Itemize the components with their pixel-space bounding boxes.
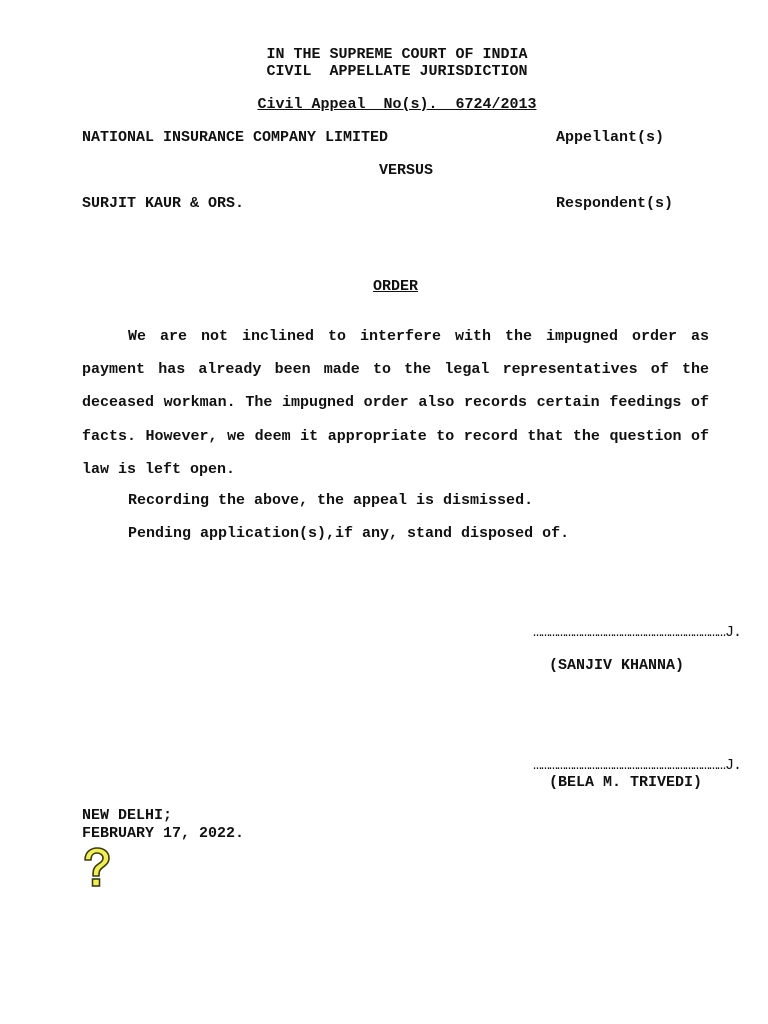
versus-label: VERSUS [379,162,434,179]
appellant-role: Appellant(s) [556,129,665,146]
judge-name-2: (BELA M. TRIVEDI) [549,774,703,791]
jurisdiction-title: CIVIL APPELLATE JURISDICTION [266,63,528,80]
place-label: NEW DELHI; [82,807,173,824]
order-paragraph-text: We are not inclined to interfere with the impugned order as payment has already been made to the legal representatives of the deceased workman. The impugned order also records certain feedings of facts. However, we deem it appropriate to record that the question of law is left open. [82,328,709,478]
case-number: Civil Appeal No(s). 6724/2013 [257,96,537,113]
order-paragraph [82,320,709,486]
signature-line-2: ………………………………………………………………J. [533,757,742,774]
respondent-role: Respondent(s) [556,195,674,212]
respondent-name: SURJIT KAUR & ORS. [82,195,245,212]
order-heading: ORDER [373,278,419,295]
date-label: FEBRUARY 17, 2022. [82,825,245,842]
appellant-name: NATIONAL INSURANCE COMPANY LIMITED [82,129,389,146]
order-dismissal-line: Recording the above, the appeal is dismissed. [128,492,534,509]
judge-name-1: (SANJIV KHANNA) [549,657,685,674]
court-title: IN THE SUPREME COURT OF INDIA [266,46,528,63]
question-mark-icon [80,846,114,890]
order-pending-line: Pending application(s),if any, stand disposed of. [128,525,570,542]
signature-line-1: ………………………………………………………………J. [533,624,742,641]
